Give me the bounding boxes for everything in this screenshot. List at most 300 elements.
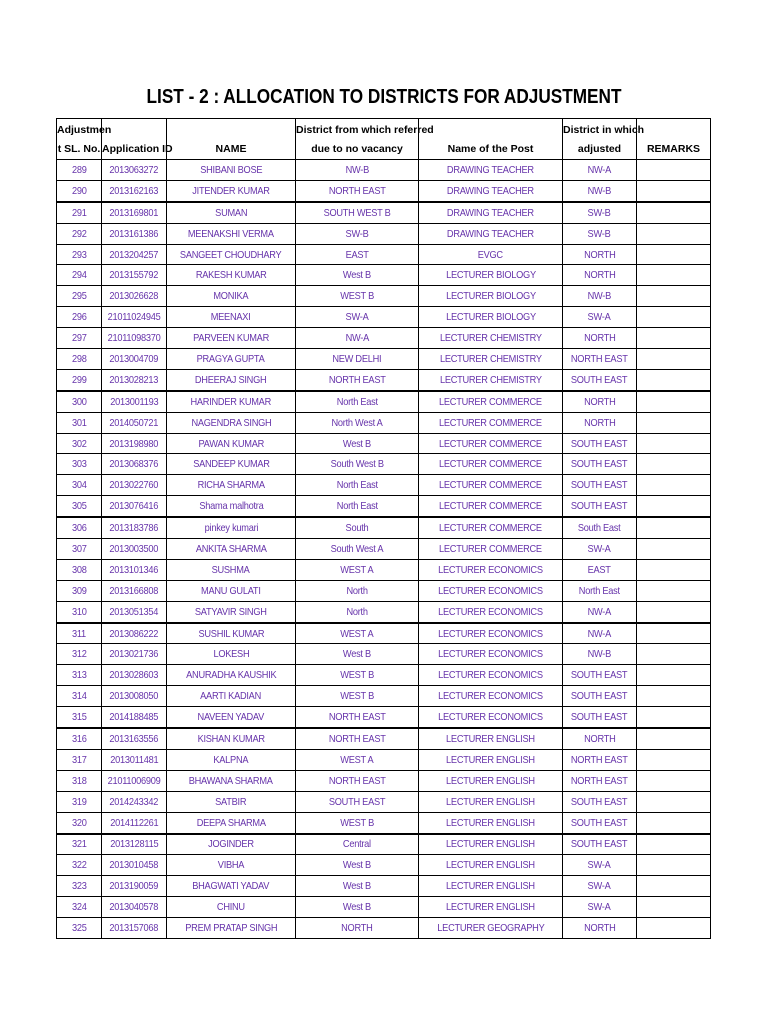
cell-district-adjusted-text: NW-A [587,163,612,176]
cell-post-text: LECTURER ENGLISH [446,901,535,914]
table-row [57,644,711,665]
cell-application-id-text: 2013004709 [109,352,159,365]
cell-post-text: LECTURER COMMERCE [439,416,542,429]
cell-name-text: AARTI KADIAN [200,690,262,703]
cell-name [167,728,296,749]
cell-sl-no-text: 297 [71,332,87,345]
cell-district-adjusted [563,918,637,939]
cell-post [419,749,563,770]
cell-name [167,791,296,812]
cell-name [167,202,296,223]
table-row [57,601,711,622]
cell-sl-no-text: 294 [71,269,87,282]
cell-district-adjusted-text: SW-B [588,206,611,219]
cell-district-from-text: NORTH EAST [328,774,386,787]
cell-post [419,686,563,707]
cell-district-adjusted [563,349,637,370]
cell-name [167,391,296,412]
cell-application-id [102,918,167,939]
cell-application-id [102,391,167,412]
cell-district-adjusted-text: NORTH EAST [571,352,628,365]
header-sl-no-line1: Adjustmen [57,123,112,136]
table-row [57,496,711,517]
header-name-label: NAME [215,142,247,155]
cell-district-from-text: West B [342,901,372,914]
cell-sl-no [57,559,102,580]
table-row [57,791,711,812]
cell-sl-no-text: 317 [71,753,87,766]
cell-remarks [637,244,711,265]
cell-name-text: JITENDER KUMAR [192,184,270,197]
cell-district-adjusted-text: SOUTH EAST [571,816,628,829]
cell-post [419,286,563,307]
cell-sl-no-text: 290 [71,184,87,197]
cell-post-text: LECTURER COMMERCE [439,458,542,471]
cell-district-from-text: SW-A [345,311,369,324]
page-title: LIST - 2 : ALLOCATION TO DISTRICTS FOR ADJUSTMENT [146,86,622,108]
cell-district-adjusted [563,286,637,307]
cell-sl-no [57,834,102,855]
cell-application-id-text: 2013028603 [109,669,159,682]
cell-name [167,433,296,454]
cell-district-adjusted-text: NW-A [587,627,612,640]
table-row [57,834,711,855]
cell-district-from [296,834,419,855]
cell-sl-no [57,223,102,244]
cell-remarks [637,307,711,328]
cell-district-from-text: WEST B [340,290,374,303]
cell-district-from-text: North [346,605,368,618]
cell-district-from [296,475,419,496]
cell-post-text: LECTURER COMMERCE [439,479,542,492]
cell-application-id-text: 2013204257 [109,248,159,261]
cell-district-from-text: South West A [330,542,384,555]
table-row [57,665,711,686]
table-row [57,517,711,538]
cell-sl-no-text: 319 [71,795,87,808]
cell-sl-no [57,791,102,812]
cell-district-adjusted [563,454,637,475]
cell-post-text: DRAWING TEACHER [447,184,534,197]
cell-post-text: DRAWING TEACHER [447,206,534,219]
cell-district-from-text: NORTH EAST [328,732,386,745]
cell-district-adjusted-text: SOUTH EAST [571,711,628,724]
table-row [57,749,711,770]
cell-district-adjusted-text: NW-B [587,290,612,303]
cell-district-adjusted-text: SOUTH EAST [571,669,628,682]
cell-post [419,475,563,496]
cell-district-from-text: WEST A [340,563,374,576]
cell-remarks [637,202,711,223]
cell-application-id [102,855,167,876]
cell-post-text: LECTURER ECONOMICS [438,605,543,618]
cell-post [419,517,563,538]
cell-district-from-text: EAST [345,248,369,261]
cell-district-from [296,454,419,475]
cell-sl-no-text: 321 [71,838,87,851]
cell-application-id-text: 2014188485 [109,711,159,724]
cell-post [419,369,563,390]
cell-district-from [296,876,419,897]
cell-district-from-text: NORTH EAST [328,184,386,197]
cell-remarks [637,623,711,644]
cell-post-text: LECTURER CHEMISTRY [439,352,542,365]
table-row [57,559,711,580]
cell-remarks [637,391,711,412]
cell-post-text: LECTURER ENGLISH [446,753,535,766]
cell-district-from-text: NORTH EAST [328,373,386,386]
cell-application-id-text: 2013161386 [109,227,159,240]
cell-district-from [296,897,419,918]
cell-district-from [296,728,419,749]
cell-post [419,307,563,328]
cell-district-from [296,812,419,833]
table-row [57,328,711,349]
cell-district-adjusted [563,391,637,412]
cell-district-adjusted [563,265,637,286]
table-row [57,770,711,791]
cell-post [419,855,563,876]
cell-district-adjusted-text: South East [578,522,621,535]
cell-district-adjusted [563,559,637,580]
cell-application-id-text: 2013028213 [109,373,159,386]
table-row [57,180,711,201]
cell-remarks [637,369,711,390]
cell-district-from [296,601,419,622]
cell-post-text: DRAWING TEACHER [447,227,534,240]
table-row [57,369,711,390]
cell-application-id-text: 2013086222 [109,627,159,640]
cell-sl-no-text: 304 [71,479,87,492]
cell-district-from-text: WEST A [340,627,374,640]
cell-district-from-text: North East [336,479,378,492]
table-row [57,160,711,181]
cell-sl-no-text: 296 [71,311,87,324]
cell-name-text: MANU GULATI [201,584,261,597]
cell-district-adjusted-text: EAST [587,563,612,576]
cell-post-text: LECTURER ECONOMICS [438,584,543,597]
cell-name [167,369,296,390]
cell-district-from-text: NORTH EAST [328,711,386,724]
cell-application-id [102,433,167,454]
cell-remarks [637,749,711,770]
cell-remarks [637,601,711,622]
table-row [57,686,711,707]
cell-district-from [296,307,419,328]
cell-application-id [102,770,167,791]
cell-application-id-text: 2013198980 [109,437,159,450]
header-district-adjusted [563,119,645,160]
cell-application-id [102,286,167,307]
cell-name-text: PAWAN KUMAR [198,437,264,450]
cell-application-id [102,328,167,349]
cell-remarks [637,897,711,918]
cell-application-id-text: 2013011481 [109,753,159,766]
cell-post-text: LECTURER COMMERCE [439,542,542,555]
cell-post-text: LECTURER ENGLISH [446,859,535,872]
cell-district-from [296,749,419,770]
header-post [419,119,563,160]
cell-application-id-text: 2013063272 [109,163,159,176]
cell-name [167,349,296,370]
cell-district-adjusted-text: NORTH [583,269,616,282]
cell-post [419,244,563,265]
cell-name [167,160,296,181]
cell-district-from-text: West B [342,437,372,450]
cell-name-text: CHINU [217,901,245,914]
cell-name [167,644,296,665]
cell-district-adjusted [563,496,637,517]
cell-district-from [296,918,419,939]
cell-district-from [296,559,419,580]
table-row [57,475,711,496]
cell-application-id [102,454,167,475]
cell-district-adjusted [563,580,637,601]
cell-district-adjusted [563,728,637,749]
cell-sl-no [57,180,102,201]
cell-district-from-text: NW-B [345,163,369,176]
cell-name-text: RAKESH KUMAR [195,269,267,282]
cell-post-text: LECTURER BIOLOGY [445,269,536,282]
cell-district-from-text: WEST B [340,669,374,682]
cell-application-id-text: 2013051354 [109,605,159,618]
cell-district-adjusted [563,433,637,454]
cell-district-from-text: WEST B [340,816,374,829]
cell-application-id-text: 2013026628 [109,290,159,303]
cell-application-id-text: 2013128115 [109,838,159,851]
cell-application-id-text: 2013183786 [109,522,159,535]
cell-post [419,202,563,223]
cell-district-adjusted [563,897,637,918]
header-application-id [102,119,173,160]
cell-name-text: JOGINDER [208,838,254,851]
cell-post-text: LECTURER COMMERCE [439,395,542,408]
cell-remarks [637,834,711,855]
cell-remarks [637,855,711,876]
cell-district-from [296,665,419,686]
cell-name [167,686,296,707]
cell-name-text: SUSHIL KUMAR [198,627,264,640]
cell-sl-no [57,496,102,517]
cell-post-text: LECTURER ECONOMICS [438,648,543,661]
cell-name-text: MEENAKSHI VERMA [188,227,274,240]
cell-remarks [637,265,711,286]
cell-name-text: ANKITA SHARMA [195,542,267,555]
cell-district-adjusted-text: SW-A [588,311,611,324]
cell-remarks [637,539,711,560]
cell-district-from [296,180,419,201]
cell-district-adjusted-text: NORTH [583,732,616,745]
cell-name-text: pinkey kumari [204,522,258,535]
cell-application-id-text: 2013003500 [109,542,159,555]
cell-post [419,496,563,517]
cell-sl-no [57,623,102,644]
cell-district-adjusted [563,876,637,897]
cell-post [419,223,563,244]
cell-district-adjusted-text: SW-B [588,227,611,240]
cell-name [167,707,296,728]
cell-district-adjusted [563,834,637,855]
cell-district-adjusted-text: SOUTH EAST [571,795,628,808]
cell-remarks [637,791,711,812]
cell-district-adjusted [563,601,637,622]
cell-name [167,286,296,307]
cell-district-adjusted-text: NORTH EAST [571,753,628,766]
cell-district-from [296,770,419,791]
cell-district-from-text: North [346,584,368,597]
cell-sl-no [57,202,102,223]
cell-post [419,580,563,601]
cell-sl-no [57,876,102,897]
cell-remarks [637,876,711,897]
cell-district-adjusted [563,686,637,707]
cell-remarks [637,686,711,707]
cell-district-from [296,496,419,517]
cell-post [419,834,563,855]
cell-district-adjusted-text: NORTH EAST [571,774,628,787]
cell-sl-no [57,160,102,181]
cell-district-from [296,369,419,390]
cell-post-text: LECTURER ECONOMICS [438,669,543,682]
cell-remarks [637,286,711,307]
cell-application-id [102,475,167,496]
cell-remarks [637,559,711,580]
cell-sl-no [57,580,102,601]
cell-name [167,496,296,517]
header-sl-no-line2: t SL. No. [57,142,101,155]
cell-post-text: LECTURER COMMERCE [439,437,542,450]
cell-remarks [637,496,711,517]
cell-district-adjusted-text: SW-A [588,901,611,914]
cell-sl-no [57,244,102,265]
cell-district-adjusted-text: SW-A [588,542,611,555]
cell-remarks [637,580,711,601]
cell-sl-no-text: 301 [71,416,87,429]
cell-post-text: LECTURER COMMERCE [439,522,542,535]
cell-district-from-text: SOUTH WEST B [323,206,391,219]
cell-application-id [102,623,167,644]
cell-post [419,349,563,370]
cell-district-adjusted [563,623,637,644]
cell-post [419,665,563,686]
cell-application-id [102,517,167,538]
header-application-id-label: Application ID [102,142,173,155]
cell-sl-no-text: 311 [72,627,86,640]
cell-post [419,791,563,812]
cell-sl-no-text: 289 [71,163,87,176]
cell-post [419,454,563,475]
cell-sl-no [57,601,102,622]
table-row [57,265,711,286]
cell-post [419,918,563,939]
cell-sl-no-text: 300 [71,395,87,408]
cell-sl-no-text: 309 [71,584,87,597]
cell-post-text: LECTURER ECONOMICS [438,711,543,724]
cell-sl-no [57,349,102,370]
cell-district-from [296,539,419,560]
cell-name [167,244,296,265]
cell-application-id [102,202,167,223]
cell-post-text: LECTURER BIOLOGY [445,311,536,324]
cell-sl-no-text: 323 [71,880,87,893]
cell-sl-no [57,391,102,412]
table-row [57,623,711,644]
table-row [57,223,711,244]
cell-district-from-text: SOUTH EAST [328,795,386,808]
cell-sl-no-text: 316 [71,732,87,745]
cell-application-id-text: 2013001193 [109,395,159,408]
cell-name-text: SHIBANI BOSE [199,163,263,176]
cell-name [167,180,296,201]
cell-district-adjusted-text: North East [578,584,621,597]
cell-name-text: PRAGYA GUPTA [197,352,265,365]
cell-post-text: LECTURER ENGLISH [446,732,535,745]
cell-district-from [296,580,419,601]
cell-district-from-text: North East [336,395,378,408]
cell-district-adjusted-text: NORTH [583,416,616,429]
cell-name-text: SUSHMA [212,563,250,576]
cell-application-id-text: 2013190059 [109,880,159,893]
cell-sl-no-text: 303 [71,458,87,471]
cell-district-adjusted [563,539,637,560]
cell-name [167,517,296,538]
cell-district-from-text: North West A [331,416,383,429]
cell-name-text: DEEPA SHARMA [196,816,266,829]
table-row [57,728,711,749]
cell-remarks [637,707,711,728]
cell-application-id-text: 2014050721 [109,416,159,429]
cell-name [167,559,296,580]
cell-post-text: LECTURER GEOGRAPHY [436,922,545,934]
cell-district-from-text: North East [336,500,378,513]
cell-sl-no [57,475,102,496]
cell-district-adjusted-text: SOUTH EAST [571,690,628,703]
cell-application-id [102,686,167,707]
cell-post [419,433,563,454]
cell-name [167,223,296,244]
cell-sl-no [57,770,102,791]
table-row [57,244,711,265]
cell-sl-no [57,412,102,433]
cell-sl-no [57,855,102,876]
cell-name-text: PREM PRATAP SINGH [184,922,278,934]
cell-district-from [296,244,419,265]
cell-name [167,623,296,644]
cell-application-id-text: 2013008050 [109,690,159,703]
cell-sl-no [57,686,102,707]
cell-remarks [637,665,711,686]
cell-post-text: LECTURER ECONOMICS [438,690,543,703]
cell-post [419,728,563,749]
table-row [57,307,711,328]
cell-sl-no [57,286,102,307]
header-sl-no [57,119,112,160]
table-row [57,707,711,728]
cell-district-adjusted-text: SOUTH EAST [571,500,628,513]
cell-post-text: LECTURER ENGLISH [446,838,535,851]
cell-district-adjusted-text: SOUTH EAST [571,437,628,450]
table-row [57,812,711,833]
cell-post [419,539,563,560]
cell-name-text: PARVEEN KUMAR [193,332,269,345]
cell-district-adjusted [563,517,637,538]
cell-sl-no-text: 302 [71,437,87,450]
header-remarks [637,119,711,160]
cell-sl-no-text: 293 [71,248,87,261]
cell-sl-no [57,812,102,833]
cell-application-id-text: 2013076416 [109,500,159,513]
cell-name-text: SATYAVIR SINGH [195,605,267,618]
